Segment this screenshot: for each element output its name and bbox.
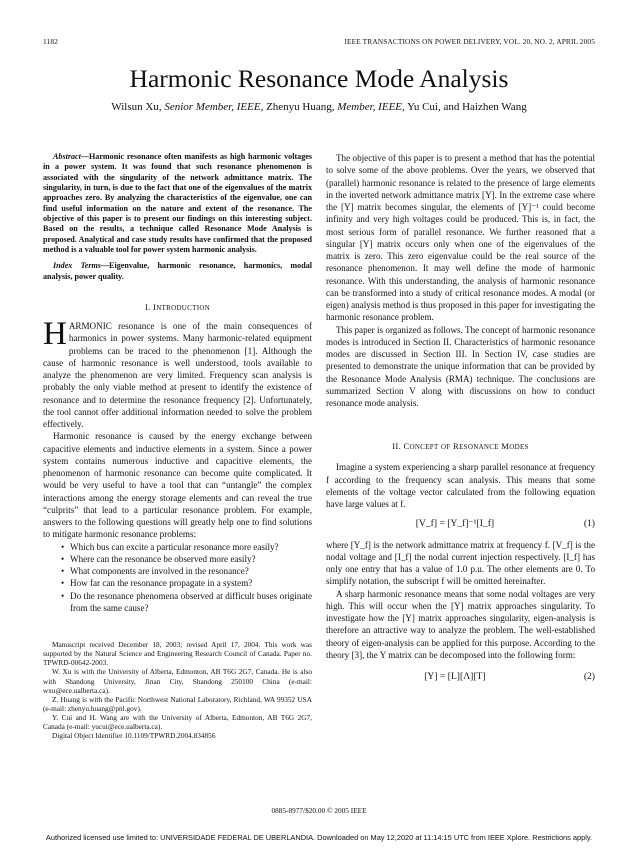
author-xu-role: Senior Member, IEEE — [164, 101, 261, 113]
section-2-body — [326, 461, 595, 683]
page-number: 1182 — [43, 37, 58, 46]
section-2-number: II. — [392, 441, 402, 452]
section-2-initial-3: R — [453, 441, 460, 452]
equation-2-expression: [Y] = [L][Λ][T] — [424, 671, 486, 682]
footnote-doi: Digital Object Identifier 10.1109/TPWRD.2004.834856 — [52, 731, 216, 741]
equation-2 — [326, 671, 595, 683]
list-item: • What components are involved in the resonance? — [61, 565, 312, 577]
section-1-title: NTRODUCTION — [156, 304, 211, 313]
equation-1-number: (1) — [583, 518, 595, 530]
equation-1 — [326, 518, 595, 530]
author-line — [0, 101, 638, 113]
section-1-paragraph-3: The objective of this paper is to present a method that has the potential to solve some of the above problems. Over the years, we observed that (parallel) harmonic resonance is related to the presence of large elements in the inverted network admittance matrix [Y]. In the extreme case where the [Y] matrix becomes singular, the elements of [Y]⁻¹ could become infinity and very high voltages could be produced. This is, in fact, the most serious form of parallel resonance. We further reasoned that a singular [Y] matrix occurs only when one of the eigenvalues of the matrix is zero. This zero eigenvalue could be the real source of the resonance phenomenon. It may well define the mode of harmonic resonance. With this understanding, the analysis of harmonic resonance can be transformed into a study of critical resonance modes. A modal (or eigen) analysis method is thus proposed in this paper for investigating the harmonic resonance problem. — [326, 153, 595, 323]
footnote-cui-wang: Y. Cui and H. Wang are with the University of Alberta, Edmonton, AB T6G 2G7, Canada (e-mail: yucui@ece.ualberta.ca). — [43, 712, 312, 731]
section-2-word-4: ODES — [509, 443, 529, 452]
paper-title: Harmonic Resonance Mode Analysis — [129, 64, 509, 93]
footnotes — [43, 640, 312, 740]
abstract-text: Harmonic resonance often manifests as high harmonic voltages in a power system. It was found that such resonance phenomenon is associated with the singularity of the network admittance matrix. The singularity, in turn, is due to the fact that one of the eigenvalues of the matrix approaches zero. By analyzing the characteristics of the eigenvalue, one can find useful information on the nature and extent of the resonance. The objective of this paper is to present our findings on this interesting subject. Based on the results, a technique called Resonance Mode Analysis is proposed. Analytical and case study results have confirmed that the proposed method is a valuable tool for power system harmonic analysis. — [43, 152, 312, 255]
section-1-continued — [326, 152, 595, 409]
author-huang: , Zhenyu Huang, — [260, 101, 335, 113]
section-2-paragraph-1: Imagine a system experiencing a sharp parallel resonance at frequency f according to the frequency scan analysis. This means that some elements of the voltage vector calculated from the following equation have large values at f. — [326, 462, 595, 509]
section-2-word-2: OF — [441, 443, 451, 452]
section-2-heading — [326, 441, 595, 451]
abstract-lead: Abstract— — [53, 152, 89, 161]
section-1-paragraph-1 — [43, 316, 312, 430]
section-2-initial-4: M — [501, 441, 510, 452]
abstract — [43, 152, 312, 282]
section-2-word-1: ONCEPT — [409, 443, 439, 452]
index-terms-lead: Index Terms— — [53, 261, 110, 271]
left-column — [43, 152, 312, 740]
journal-header: IEEE TRANSACTIONS ON POWER DELIVERY, VOL. 20, NO. 2, APRIL 2005 — [344, 37, 595, 46]
footnote-xu: W. Xu is with the University of Alberta, Edmonton, AB T6G 2G7, Canada. He is also with Shandong University, Jinan City, Shandong 250100 China (e-mail: wxu@ece.ualberta.ca). — [43, 667, 312, 695]
paragraph-text: ARMONIC resonance is one of the main consequences of harmonics in power systems. Many harmonic-related equipment problems can be traced to the phenomenon [1]. Although the cause of harmonic resonance is well understood, tools available to analyze the phenomenon are very limited. Frequency scan analysis is probably the only viable method at present to identify the existence of resonance and to determine the resonance frequency [2]. Unfortunately, the tool cannot offer additional information needed to solve the problem effectively. — [43, 321, 312, 430]
section-1-heading — [43, 302, 312, 312]
section-1-paragraph-4: This paper is organized as follows. The concept of harmonic resonance modes is introduced in Section II. Characteristics of harmonic resonance modes are discussed in Section III. In Section IV, case studies are presented to demonstrate the unique information that can be provided by the Resonance Mode Analysis (RMA) technique. The conclusions are summarized Section V along with discussions on how to conduct resonance mode analysis. — [326, 324, 595, 408]
section-2-paragraph-2: where [Y_f] is the network admittance matrix at frequency f. [V_f] is the nodal voltage and [I_f] the nodal current injection respectively. [I_f] has only one entry that has a value of 1.0 p.u. The other elements are 0. To simplify notation, the subscript f will be omitted hereinafter. — [326, 539, 595, 587]
list-item: • Which bus can excite a particular resonance more easily? — [61, 541, 312, 553]
section-2-paragraph-3: A sharp harmonic resonance means that some nodal voltages are very high. This will occur when the [Y] matrix approaches singularity. To investigate how the [Y] matrix approaches singularity, eigen-analysis is therefore an attractive way to analyze the problem. The well-established theory of eigen-analysis can be applied for this purpose. According to the theory [3], the Y matrix can be decomposed into the following form: — [326, 588, 595, 660]
author-others: , Yu Cui, and Haizhen Wang — [402, 101, 527, 113]
drop-cap: H — [43, 316, 67, 353]
section-1-paragraph-2: Harmonic resonance is caused by the energy exchange between capacitive elements and inductive elements in a system. Since a power system contains numerous inductive and capacitive elements, the phenomenon of harmonic resonance can become quite complicated. It would be very useful to have a tool that can “untangle” the complex interactions among the energy storage elements and can reveal the true “culprits” that lead to a particular resonance problem. For example, answers to the following questions will greatly help one to find solutions to mitigate harmonic resonance problems: — [43, 431, 312, 540]
section-2-word-3: ESONANCE — [459, 443, 499, 452]
list-item: • Where can the resonance be observed more easily? — [61, 553, 312, 565]
section-1-initial: I — [153, 302, 157, 313]
list-item: • Do the resonance phenomena observed at difficult buses originate from the same cause? — [61, 590, 312, 615]
author-xu: Wilsun Xu, — [111, 101, 162, 113]
author-huang-role: Member, IEEE — [337, 101, 403, 113]
question-list — [43, 541, 312, 615]
equation-1-expression: [V_f] = [Y_f]⁻¹[I_f] — [415, 518, 495, 530]
equation-2-number: (2) — [583, 671, 595, 682]
section-1-body — [43, 316, 312, 614]
license-notice: Authorized licensed use limited to: UNIVERSIDADE FEDERAL DE UBERLANDIA. Downloaded on May 12,2020 at 11:14:15 UTC from IEEE Xplore. Restrictions apply. — [45, 833, 593, 842]
footnote-huang: Z. Huang is with the Pacific Northwest National Laboratory, Richland, WA 99352 USA (e-mail: zhenyu.huang@pnl.gov). — [43, 694, 312, 713]
copyright-line: 0885-8977/$20.00 © 2005 IEEE — [271, 806, 367, 815]
section-2-initial-1: C — [403, 441, 410, 452]
footnote-received: Manuscript received December 18, 2003; revised April 17, 2004. This work was supported by the Natural Science and Engineering Research Council of Canada. Paper no. TPWRD-00642-2003. — [43, 640, 312, 668]
section-1-number: I. — [144, 302, 151, 313]
list-item: • How far can the resonance propagate in a system? — [61, 577, 312, 589]
right-column — [326, 152, 595, 693]
index-terms-text: Eigenvalue, harmonic resonance, harmonics, modal analysis, power quality. — [43, 261, 312, 281]
